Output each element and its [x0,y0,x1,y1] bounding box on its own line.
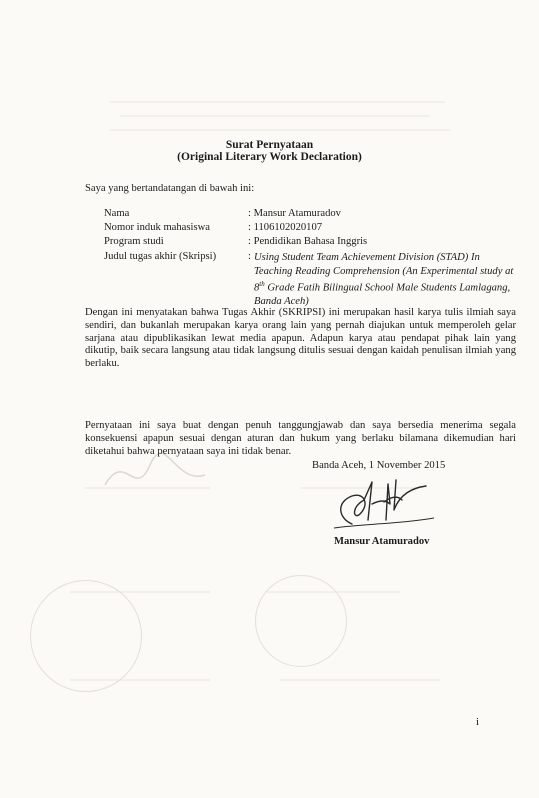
thesis-title-part1: Using Student Team Achievement Division (STAD) In Teaching Reading Comprehension (An Experimental study at 8 [254,252,514,294]
field-value-name: : Mansur Atamuradov [248,208,341,219]
field-value-program: : Pendidikan Bahasa Inggris [248,236,368,247]
field-value-thesis-colon: : [248,251,251,262]
thesis-title-superscript: th [259,280,265,288]
page-number: i [476,716,480,728]
page-title: Surat Pernyataan [225,139,314,151]
signer-name: Mansur Atamuradov [334,536,430,547]
page-subtitle: (Original Literary Work Declaration) [177,151,362,163]
place-date: Banda Aceh, 1 November 2015 [312,460,446,471]
declaration-paragraph-2: Pernyataan ini saya buat dengan penuh tanggungjawab dan saya bersedia menerima segala konsekuensi apapun sesuai dengan aturan dan hukum yang berlaku bilamana dikemudian hari diketahui bahwa pernyataan saya ini tidak benar. [85,420,516,457]
thesis-title-value [254,251,519,309]
declaration-paragraph-1: Dengan ini menyatakan bahwa Tugas Akhir (SKRIPSI) ini merupakan hasil karya tulis ilmiah saya sendiri, dan bukanlah merupakan karya orang lain yang pernah diajukan untuk memperoleh gelar sarjana atau dipublikasikan lewat media apapun. Adapun karya atau pendapat pihak lain yang dikutip, baik secara langsung atau tidak langsung ditulis sesuai dengan kaidah penulisan ilmiah yang berlaku. [85,307,516,370]
field-label-name: Nama [104,208,130,219]
intro-text: Saya yang bertandatangan di bawah ini: [85,183,255,194]
handwritten-signature [330,474,440,536]
field-label-thesis-title: Judul tugas akhir (Skripsi) [104,251,217,262]
field-value-student-id: : 1106102020107 [248,222,323,233]
field-label-student-id: Nomor induk mahasiswa [104,222,210,233]
thesis-title-part2: Grade Fatih Bilingual School Male Students Lamlagang, Banda Aceh) [254,282,511,308]
field-label-program: Program studi [104,236,164,247]
